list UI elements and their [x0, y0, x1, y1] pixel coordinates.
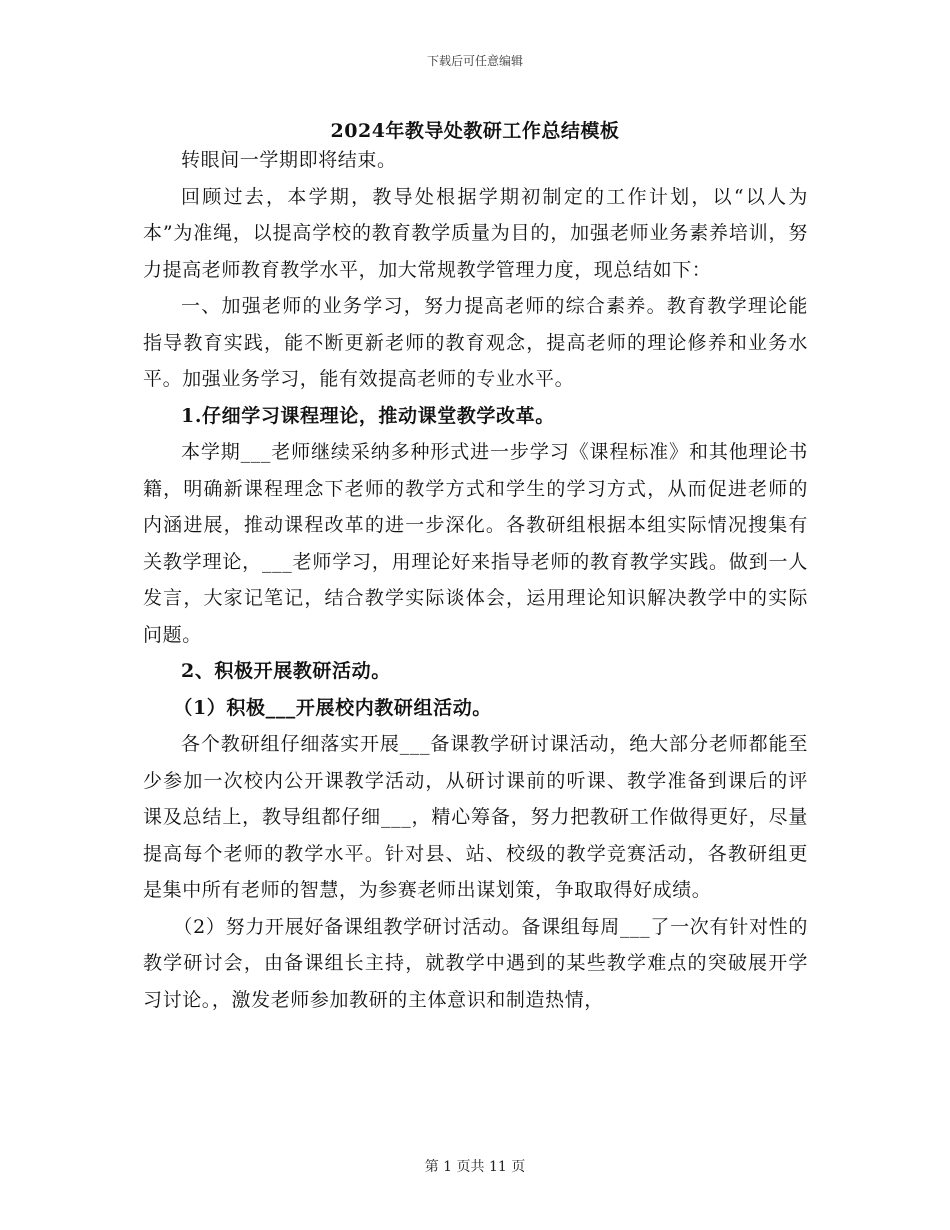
header-note: 下载后可任意编辑	[426, 54, 523, 68]
paragraph-school-activities: 各个教研组仔细落实开展___备课教学研讨课活动，绝大部分老师都能至少参加一次校内公开课教学活动，从研讨课前的听课、教学准备到课后的评课及总结上，教导组都仔细___，精心筹备，努力把教研工作做得更好，尽量提高每个老师的教学水平。针对县、站、校级的教学竞赛活动，各教研组更是集中所有老师的智慧，为参赛老师出谋划策，争取取得好成绩。	[143, 733, 808, 901]
document-body	[143, 142, 808, 1018]
paragraph-prep-group: （2）努力开展好备课组教学研讨活动。备课组每周___了一次有针对性的教学研讨会，由备课组长主持，就教学中遇到的某些教学难点的突破展开学习讨论。，激发老师参加教研的主体意识和制造热情，	[143, 915, 808, 1011]
heading-1-1: 1.仔细学习课程理论，推动课堂教学改革。	[181, 404, 555, 427]
paragraph-section-1: 一、加强老师的业务学习，努力提高老师的综合素养。教育教学理论能指导教育实践，能不断更新老师的教育观念，提高老师的理论修养和业务水平。加强业务学习，能有效提高老师的专业水平。	[143, 295, 808, 390]
document-title: 2024年教导处教研工作总结模板	[330, 120, 620, 142]
paragraph-intro: 转眼间一学期即将结束。	[181, 149, 397, 171]
heading-2: 2、积极开展教研活动。	[181, 660, 391, 682]
page-footer: 第 1 页共 11 页	[424, 1159, 526, 1175]
paragraph-review: 回顾过去，本学期，教导处根据学期初制定的工作计划，以“以人为本”为准绳，以提高学校的教育教学质量为目的，加强老师业务素养培训，努力提高老师教育教学水平，加大常规教学管理力度，现总结如下：	[143, 185, 808, 281]
paragraph-curriculum-study: 本学期___老师继续采纳多种形式进一步学习《课程标准》和其他理论书籍，明确新课程理念下老师的教学方式和学生的学习方式，从而促进老师的内涵进展，推动课程改革的进一步深化。各教研组根据本组实际情况搜集有关教学理论，___老师学习，用理论好来指导老师的教育教学实践。做到一人发言，大家记笔记，结合教学实际谈体会，运用理论知识解决教学中的实际问题。	[143, 441, 808, 646]
heading-2-1: （1）积极___开展校内教研组活动。	[173, 696, 492, 719]
